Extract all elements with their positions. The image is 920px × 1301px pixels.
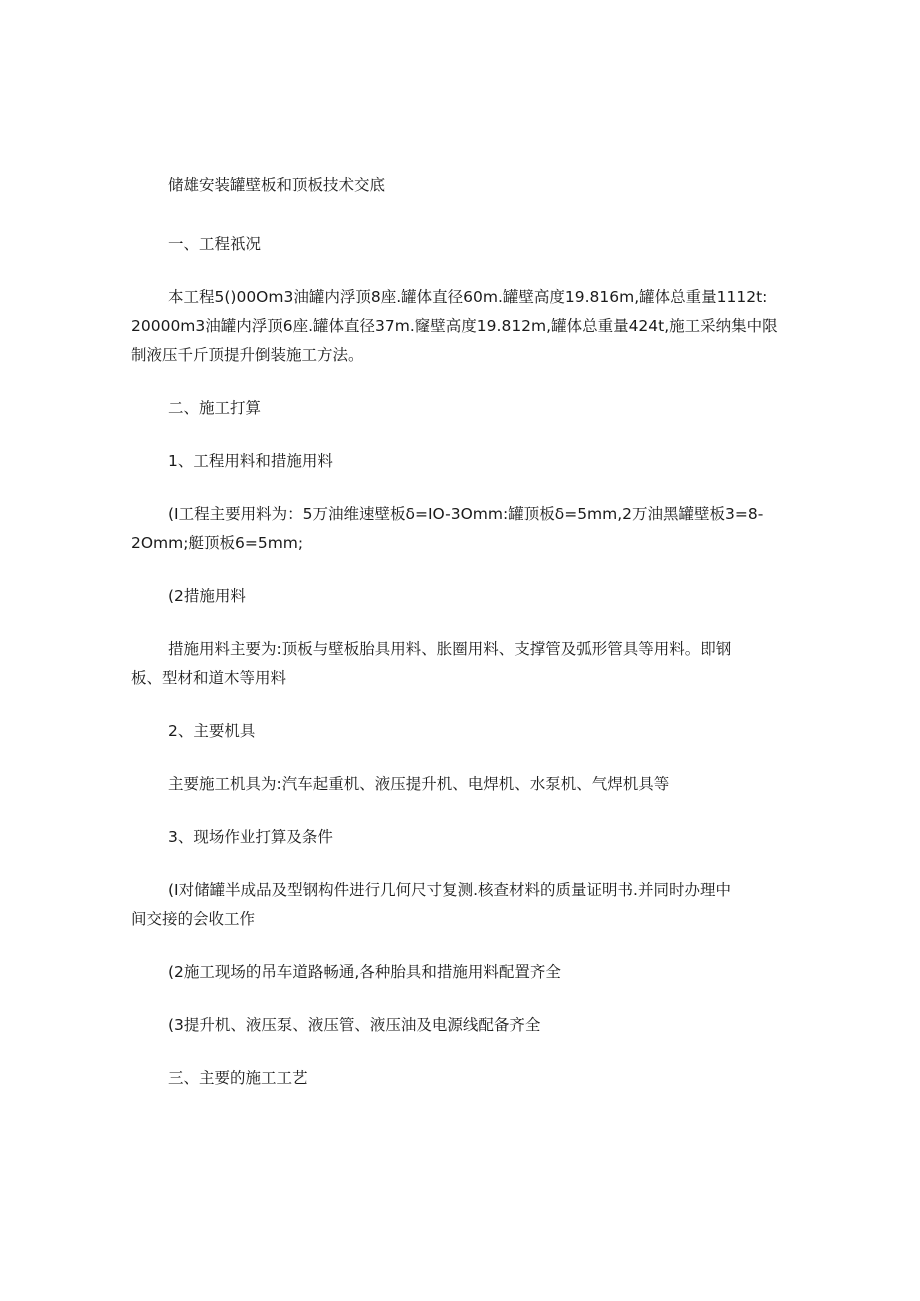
paragraph-line: (I对储罐半成品及型钢构件进行几何尺寸复测.核查材料的质量证明书.并同时办理中 (168, 881, 731, 899)
section-1-heading: 一、工程祇况 (168, 235, 262, 253)
subsection-1-item-2-paragraph (131, 635, 788, 693)
paragraph-line: 2Omm;艇顶板6=5mm; (131, 534, 304, 552)
subsection-2-heading: 2、主要机具 (168, 722, 256, 740)
section-1-paragraph (131, 283, 788, 370)
paragraph-line: 板、型材和道木等用料 (131, 669, 287, 687)
paragraph-line: 本工程5()00Om3油罐内浮顶8座.罐体直径60m.罐壁高度19.816m,罐体总重量1112t: (168, 288, 768, 306)
subsection-3-heading: 3、现场作业打算及条件 (168, 828, 333, 846)
section-3-heading: 三、主要的施工工艺 (168, 1069, 308, 1087)
paragraph-line: 间交接的会收工作 (131, 910, 256, 928)
paragraph-line: 措施用料主要为:顶板与壁板胎具用料、胀圈用料、支撑管及弧形管具等用料。即钢 (168, 640, 732, 658)
paragraph-line: (I工程主要用料为：5万油维速壁板δ=IO-3Omm:罐顶板δ=5mm,2万油黑罐壁板3=8- (168, 505, 764, 523)
subsection-1-heading: 1、工程用料和措施用料 (168, 452, 333, 470)
subsection-2-paragraph: 主要施工机具为:汽车起重机、液压提升机、电焊机、水泵机、气焊机具等 (168, 775, 670, 793)
subsection-1-item-2: (2措施用料 (168, 587, 246, 605)
paragraph-line: 20000m3油罐内浮顶6座.罐体直径37m.窿壁高度19.812m,罐体总重量424t,施工采纳集中限 (131, 317, 778, 335)
document-body (131, 171, 788, 1117)
subsection-3-item-2: (2施工现场的吊车道路畅通,各种胎具和措施用料配置齐全 (168, 963, 561, 981)
section-2-heading: 二、施工打算 (168, 399, 262, 417)
paragraph-line: 制液压千斤顶提升倒装施工方法。 (131, 346, 364, 364)
document-title: 储雄安装罐壁板和顶板技术交底 (168, 176, 386, 194)
subsection-3-item-3: (3提升机、液压泵、液压管、液压油及电源线配备齐全 (168, 1016, 541, 1034)
subsection-1-item-1 (131, 500, 788, 558)
subsection-3-item-1 (131, 876, 788, 934)
